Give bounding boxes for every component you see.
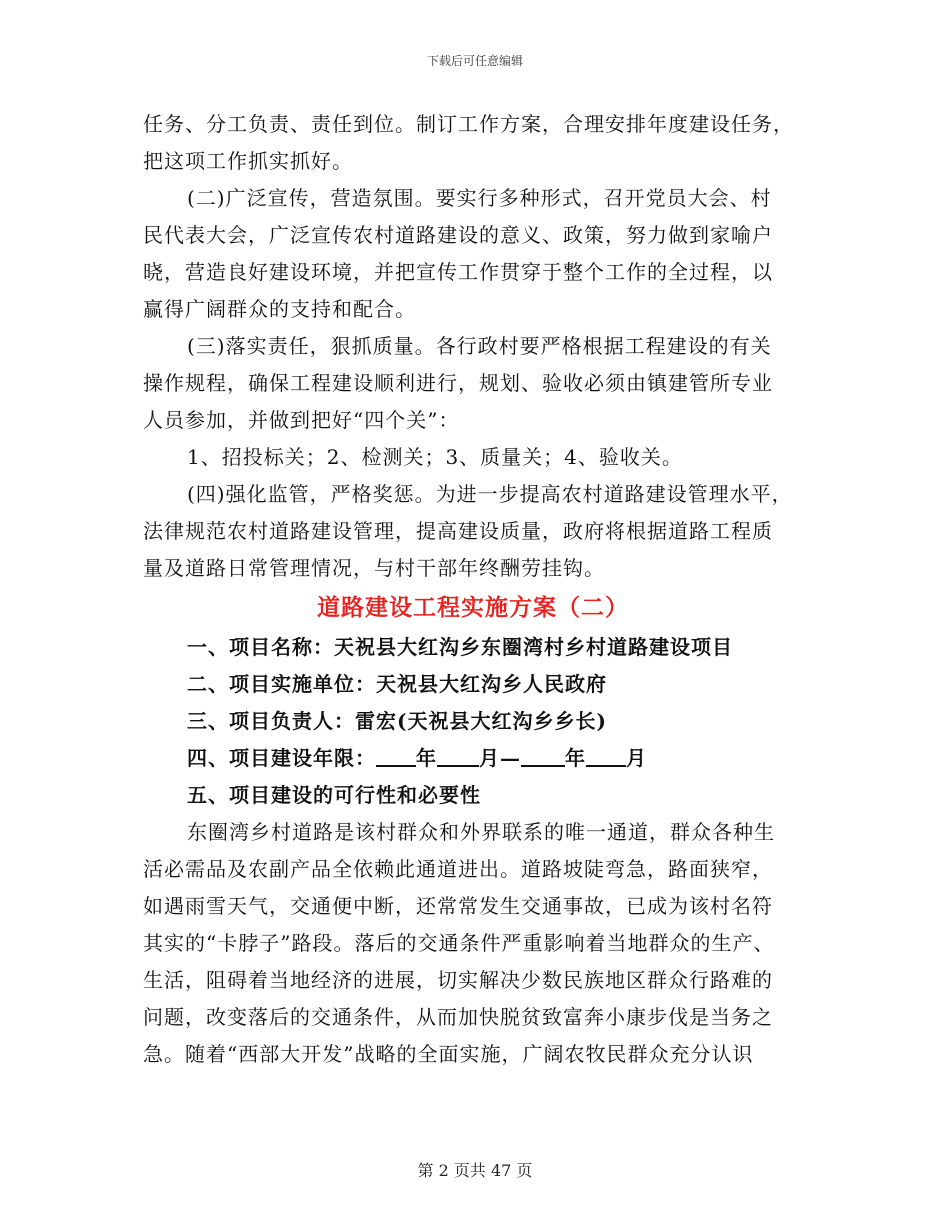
project-period-item [143,740,803,777]
paragraph-line: 东圈湾乡村道路是该村群众和外界联系的唯一通道，群众各种生 [187,820,775,844]
paragraph-line: (三)落实责任，狠抓质量。各行政村要严格根据工程建设的有关 [187,334,772,358]
project-name-item: 一、项目名称：天祝县大红沟乡东圈湾村乡村道路建设项目 [187,635,733,659]
project-leader-item: 三、项目负责人：雷宏(天祝县大红沟乡乡长) [187,709,607,733]
page-footer: 第 2 页共 47 页 [417,1161,533,1180]
page-header: 下载后可任意编辑 [426,54,523,68]
paragraph-line: 生活，阻碍着当地经济的进展，切实解决少数民族地区群众行路难的 [143,968,773,992]
paragraph-line: 量及道路日常管理情况，与村干部年终酬劳挂钩。 [143,556,605,580]
paragraph-line: 活必需品及农副产品全依赖此通道进出。道路坡陡弯急，路面狭窄， [143,857,773,881]
period-year-end: 年 [565,746,586,770]
paragraph-line: (二)广泛宣传，营造氛围。要实行多种形式，召开党员大会、村 [187,186,772,210]
paragraph-line: 晓，营造良好建设环境，并把宣传工作贯穿于整个工作的全过程，以 [143,260,773,284]
period-year-start: 年 [416,746,437,770]
paragraph-line: 其实的“卡脖子”路段。落后的交通条件严重影响着当地群众的生产、 [143,931,775,955]
paragraph-line: 法律规范农村道路建设管理，提高建设质量，政府将根据道路工程质 [143,519,773,543]
feasibility-item: 五、项目建设的可行性和必要性 [187,783,481,807]
blank-line [586,743,626,767]
project-unit-item: 二、项目实施单位：天祝县大红沟乡人民政府 [187,672,607,696]
paragraph-line: 人员参加，并做到把好“四个关”： [143,408,460,432]
paragraph-line: 赢得广阔群众的支持和配合。 [143,297,416,321]
document-body [143,106,803,1073]
paragraph-line: 任务、分工负责、责任到位。制订工作方案，合理安排年度建设任务， [143,112,794,136]
period-month-end: 月 [626,746,647,770]
paragraph-line: 如遇雨雪天气，交通便中断，还常常发生交通事故，已成为该村名符 [143,894,773,918]
blank-line [521,743,565,767]
blank-line [376,743,416,767]
paragraph-line: 操作规程，确保工程建设顺利进行，规划、验收必须由镇建管所专业 [143,371,773,395]
blank-line [437,743,479,767]
period-label: 四、项目建设年限： [187,746,376,770]
paragraph-line: 民代表大会，广泛宣传农村道路建设的意义、政策，努力做到家喻户 [143,223,773,247]
section-title: 道路建设工程实施方案（二） [317,594,629,621]
paragraph-line: 问题，改变落后的交通条件，从而加快脱贫致富奔小康步伐是当务之 [143,1005,773,1029]
paragraph-line: 急。随着“西部大开发”战略的全面实施，广阔农牧民群众充分认识 [143,1042,754,1066]
paragraph-line: 1、招投标关；2、检测关；3、质量关；4、验收关。 [187,445,683,469]
paragraph-line: 把这项工作抓实抓好。 [143,149,353,173]
period-month-start: 月— [479,746,521,770]
paragraph-line: (四)强化监管，严格奖惩。为进一步提高农村道路建设管理水平， [187,482,793,506]
